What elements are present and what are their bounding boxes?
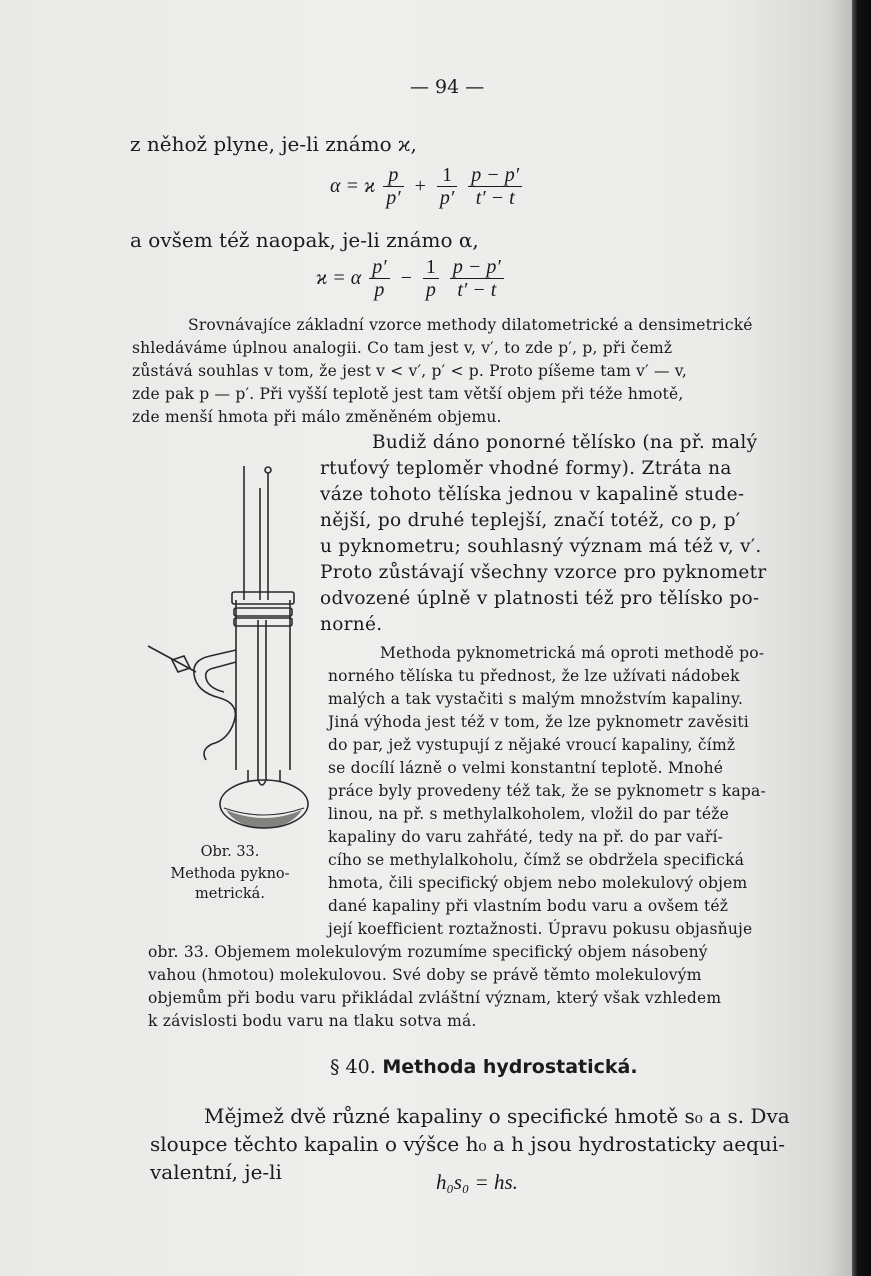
para3-line: Jiná výhoda jest též v tom, že lze pyknometr zavěsiti bbox=[328, 713, 749, 731]
eq2-fraction-1: $\frac{p'}{p}$ bbox=[369, 256, 389, 301]
para2-line: nější, po druhé teplejší, značí totéž, co p, p′ bbox=[320, 510, 741, 531]
para2-line: Budiž dáno ponorné tělísko (na př. malý bbox=[372, 432, 758, 453]
clamp-collar bbox=[234, 618, 292, 626]
para1-line: zůstává souhlas v tom, že jest v < v′, p′ < p. Proto píšeme tam v′ — v, bbox=[132, 362, 687, 380]
eq2-minus: − bbox=[400, 267, 412, 289]
para1-line: Srovnávajíce základní vzorce methody dilatometrické a densimetrické bbox=[188, 316, 753, 334]
para3-line: kapaliny do varu zahřáté, tedy na př. do par vaří- bbox=[328, 828, 724, 846]
equation-2 bbox=[316, 256, 507, 301]
section-number: § 40. bbox=[330, 1056, 376, 1078]
side-tube bbox=[194, 650, 236, 760]
eq2-fraction-3: $\frac{p - p'}{t' - t}$ bbox=[450, 256, 504, 301]
para4-line: sloupce těchto kapalin o výšce h₀ a h jsou hydrostaticky aequi- bbox=[150, 1132, 785, 1156]
para3-line: cího se methylalkoholu, čímž se obdržela specifická bbox=[328, 851, 745, 869]
para3-full-line: k závislosti bodu varu na tlaku sotva má. bbox=[148, 1012, 477, 1030]
intro-line-2: a ovšem též naopak, je-li známo α, bbox=[130, 228, 479, 252]
para3-line: linou, na př. s methylalkoholem, vložil do par téže bbox=[328, 805, 729, 823]
final-equation: h₀s₀ = hs. bbox=[436, 1170, 518, 1194]
para2-line: Proto zůstávají všechny vzorce pro pyknometr bbox=[320, 562, 767, 583]
figure-label: Obr. 33. bbox=[200, 844, 260, 860]
para3-full-line: vahou (hmotou) molekulovou. Své doby se právě těmto molekulovým bbox=[148, 966, 702, 984]
para3-line: se docílí lázně o velmi konstantní teplotě. Mnohé bbox=[328, 759, 724, 777]
para3-line: její koefficient roztažnosti. Úpravu pokusu objasňuje bbox=[328, 920, 753, 938]
para1-line: shledáváme úplnou analogii. Co tam jest v, v′, to zde p′, p, při čemž bbox=[132, 339, 673, 357]
eq1-plus: + bbox=[414, 175, 426, 197]
para3-full-line: objemům při bodu varu přikládal zvláštní význam, který však vzhledem bbox=[148, 989, 722, 1007]
figure-caption-line-2: metrická. bbox=[195, 886, 265, 902]
para2-line: norné. bbox=[320, 614, 383, 635]
para2-line: odvozené úplně v platnosti též pro tělísko po- bbox=[320, 588, 760, 609]
para1-line: zde menší hmota při málo změněném objemu. bbox=[132, 408, 502, 426]
intro-line-1: z něhož plyne, je-li známo ϰ, bbox=[130, 132, 417, 156]
para3-line: malých a tak vystačiti s malým množstvím kapaliny. bbox=[328, 690, 744, 708]
side-tube-inner bbox=[206, 662, 236, 692]
hook-top bbox=[265, 467, 271, 473]
eq1-fraction-1: $\frac{p}{p'}$ bbox=[383, 164, 403, 209]
eq2-lhs: ϰ = α bbox=[316, 267, 362, 289]
para3-line: Methoda pyknometrická má oproti methodě po- bbox=[380, 644, 765, 662]
pycnometer-figure bbox=[140, 460, 320, 830]
eq1-lhs: α = ϰ bbox=[330, 175, 376, 197]
para1-line: zde pak p — p′. Při vyšší teplotě jest tam větší objem při téže hmotě, bbox=[132, 385, 684, 403]
equation-1 bbox=[330, 164, 525, 209]
figure-caption-line-1: Methoda pykno- bbox=[170, 866, 290, 882]
para2-line: rtuťový teploměr vhodné formy). Ztráta na bbox=[320, 458, 732, 479]
para3-line: hmota, čili specifický objem nebo molekulový objem bbox=[328, 874, 748, 892]
eq2-fraction-2: $\frac{1}{p}$ bbox=[423, 256, 439, 301]
eq1-fraction-3: $\frac{p - p'}{t' - t}$ bbox=[468, 164, 522, 209]
clamp-collar-top bbox=[232, 592, 294, 604]
eq1-fraction-2: $\frac{1}{p'}$ bbox=[437, 164, 457, 209]
book-spine bbox=[852, 0, 871, 1276]
para3-line: do par, jež vystupují z nějaké vroucí kapaliny, čímž bbox=[328, 736, 736, 754]
para4-line: Mějmež dvě různé kapaliny o specifické hmotě s₀ a s. Dva bbox=[204, 1104, 790, 1128]
para2-line: u pyknometru; souhlasný význam má též v, v′. bbox=[320, 536, 762, 557]
clamp-collar bbox=[234, 608, 292, 616]
para2-line: váze tohoto tělíska jednou v kapalině stude- bbox=[320, 484, 745, 505]
page-number: — 94 — bbox=[410, 76, 485, 98]
para3-line: norného tělíska tu přednost, že lze užívati nádobek bbox=[328, 667, 740, 685]
para3-line: práce byly provedeny též tak, že se pyknometr s kapa- bbox=[328, 782, 766, 800]
para3-full-line: obr. 33. Objemem molekulovým rozumíme specifický objem násobený bbox=[148, 943, 708, 961]
section-title: Methoda hydrostatická. bbox=[382, 1056, 638, 1078]
flask-liquid bbox=[226, 810, 302, 828]
para3-line: dané kapaliny při vlastním bodu varu a ovšem též bbox=[328, 897, 729, 915]
para4-line: valentní, je-li bbox=[150, 1160, 282, 1184]
section-heading bbox=[330, 1056, 638, 1078]
